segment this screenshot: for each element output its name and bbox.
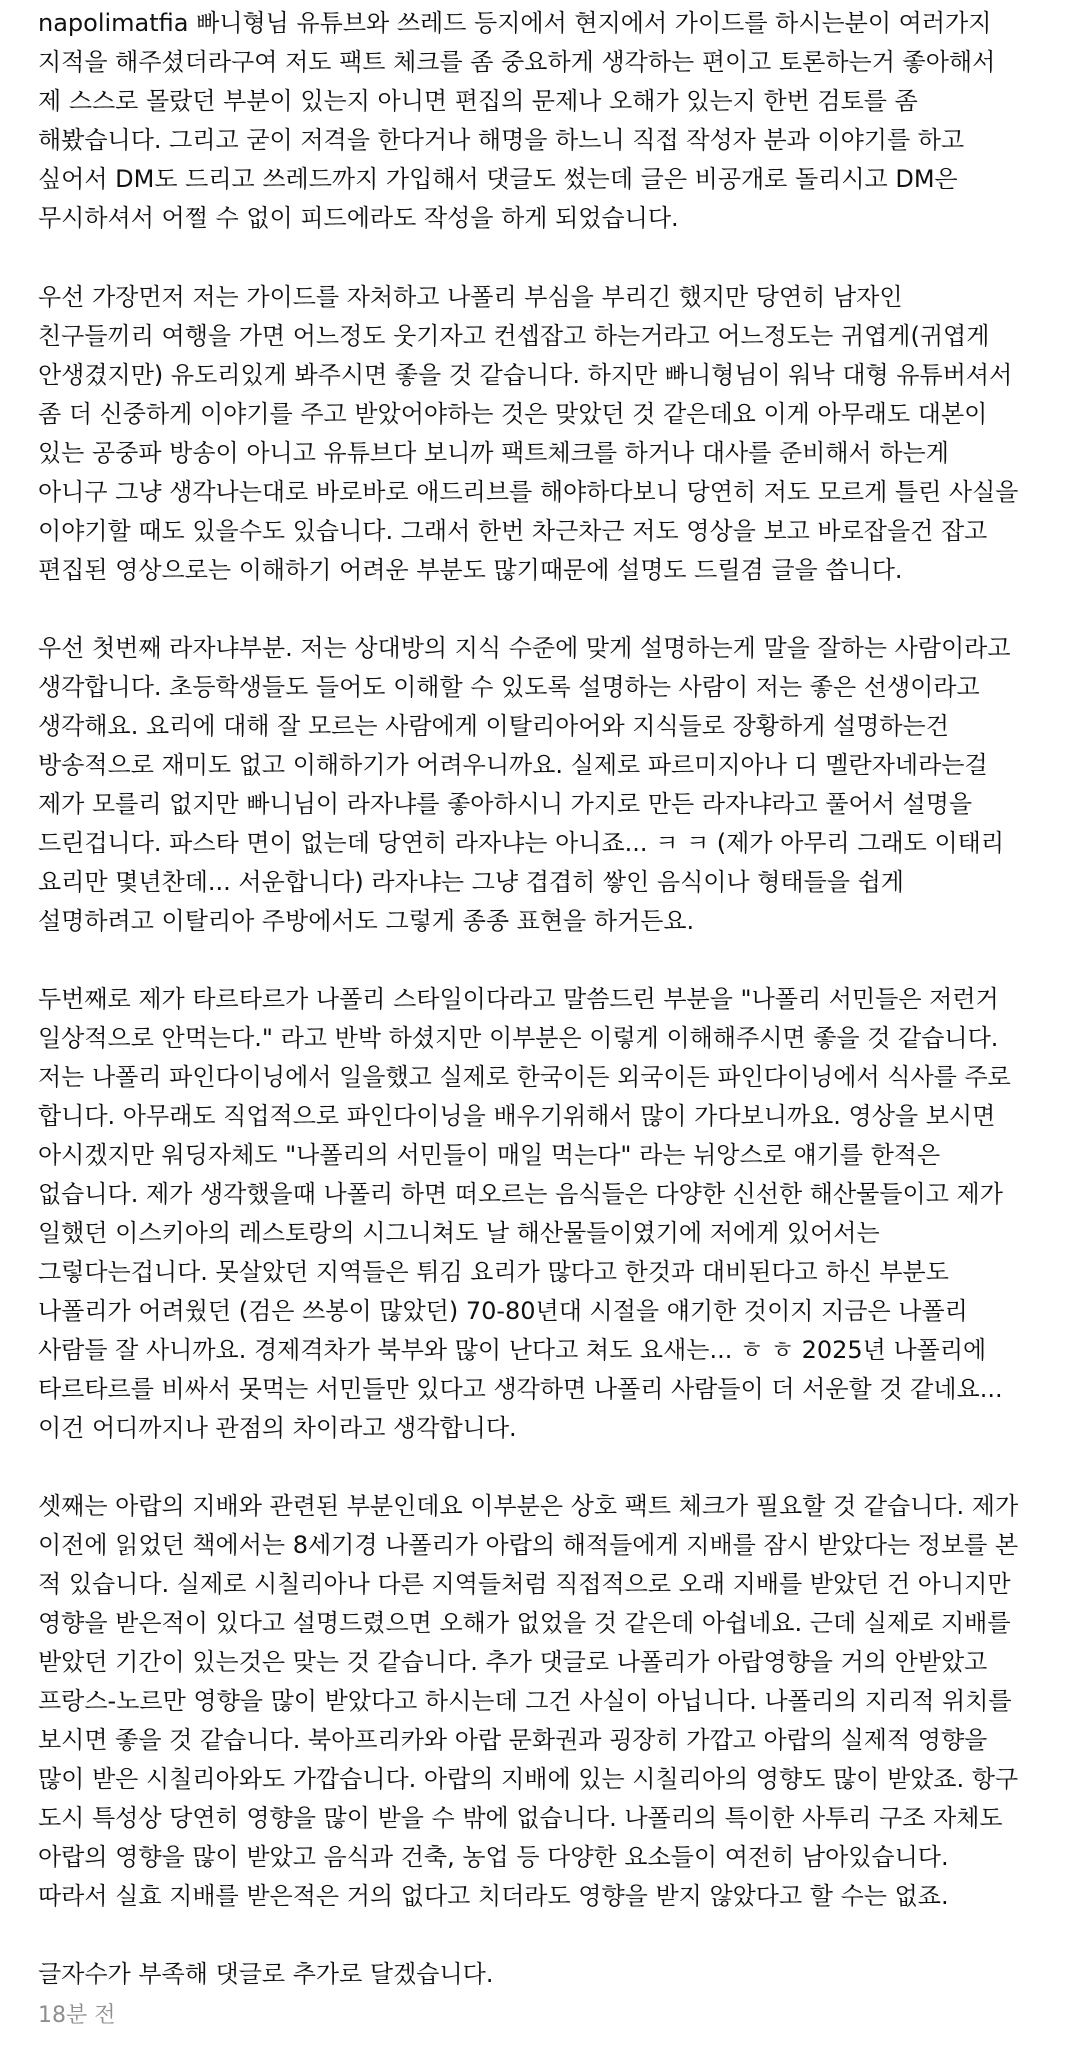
text-line: 적 있습니다. 실제로 시칠리아나 다른 지역들처럼 직접적으로 오래 지배를 받았던 건 아니지만 [38, 1570, 1011, 1598]
text-line: 일상적으로 안먹는다." 라고 반박 하셨지만 이부분은 이렇게 이해해주시면 좋을 것 같습니다. [38, 1024, 999, 1052]
text-line: 싶어서 DM도 드리고 쓰레드까지 가입해서 댓글도 썼는데 글은 비공개로 돌리시고 DM은 [38, 165, 958, 193]
text-line: 없습니다. 제가 생각했을때 나폴리 하면 떠오르는 음식들은 다양한 신선한 해산물들이고 제가 [38, 1180, 1003, 1208]
text-line: 무시하셔서 어쩔 수 없이 피드에라도 작성을 하게 되었습니다. [38, 204, 679, 232]
text-line: 두번째로 제가 타르타르가 나폴리 스타일이다라고 말씀드린 부분을 "나폴리 서민들은 저런거 [38, 985, 999, 1013]
paragraph-intro [38, 4, 1068, 238]
text-line: 이야기할 때도 있을수도 있습니다. 그래서 한번 차근차근 저도 영상을 보고 바로잡을건 잡고 [38, 517, 988, 545]
paragraph-tartare [38, 980, 1068, 1448]
text-line: 받았던 기간이 있는것은 맞는 것 같습니다. 추가 댓글로 나폴리가 아랍영향을 거의 안받았고 [38, 1648, 988, 1676]
text-line: 있는 공중파 방송이 아니고 유튜브다 보니까 팩트체크를 하거나 대사를 준비해서 하는게 [38, 439, 949, 467]
text-line: 편집된 영상으로는 이해하기 어려운 부분도 많기때문에 설명도 드릴겸 글을 씁니다. [38, 556, 903, 584]
text-line: 방송적으로 재미도 없고 이해하기가 어려우니까요. 실제로 파르미지아나 디 멜란자네라는걸 [38, 751, 988, 779]
paragraph-guide [38, 278, 1068, 590]
text-line: 나폴리가 어려웠던 (검은 쓰봉이 많았던) 70-80년대 시절을 얘기한 것이지 지금은 나폴리 [38, 1297, 968, 1325]
text-line: 제가 모를리 없지만 빠니님이 라자냐를 좋아하시니 가지로 만든 라자냐라고 풀어서 설명을 [38, 790, 973, 818]
text-line: 저는 나폴리 파인다이닝에서 일을했고 실제로 한국이든 외국이든 파인다이닝에서 식사를 주로 [38, 1063, 1011, 1091]
text-line: 영향을 받은적이 있다고 설명드렸으면 오해가 없었을 것 같은데 아쉽네요. 근데 실제로 지배를 [38, 1609, 1011, 1637]
text-line: 설명하려고 이탈리아 주방에서도 그렇게 종종 표현을 하거든요. [38, 907, 695, 935]
text-line: 제 스스로 몰랐던 부분이 있는지 아니면 편집의 문제나 오해가 있는지 한번 검토를 좀 [38, 87, 918, 115]
text-line: 지적을 해주셨더라구여 저도 팩트 체크를 좀 중요하게 생각하는 편이고 토론하는거 좋아해서 [38, 48, 996, 76]
paragraph-arab-rule [38, 1487, 1068, 1916]
text-line: 해봤습니다. 그리고 굳이 저격을 한다거나 해명을 하느니 직접 작성자 분과 이야기를 하고 [38, 126, 965, 154]
text-line: 아시겠지만 워딩자체도 "나폴리의 서민들이 매일 먹는다" 라는 뉘앙스로 얘기를 한적은 [38, 1141, 941, 1169]
text-line: 프랑스-노르만 영향을 많이 받았다고 하시는데 그건 사실이 아닙니다. 나폴리의 지리적 위치를 [38, 1687, 1012, 1715]
text-line: 안생겼지만) 유도리있게 봐주시면 좋을 것 같습니다. 하지만 빠니형님이 워낙 대형 유튜버셔서 [38, 361, 1013, 389]
text-line: 따라서 실효 지배를 받은적은 거의 없다고 치더라도 영향을 받지 않았다고 할 수는 없죠. [38, 1882, 949, 1910]
text-line: 이전에 읽었던 책에서는 8세기경 나폴리가 아랍의 해적들에게 지배를 잠시 받았다는 정보를 본 [38, 1531, 1019, 1559]
paragraph-closing [38, 1955, 1068, 1994]
text-line: 드린겁니다. 파스타 면이 없는데 당연히 라자냐는 아니죠... ㅋ ㅋ (제가 아무리 그래도 이태리 [38, 829, 1005, 857]
text-line: 우선 가장먼저 저는 가이드를 자처하고 나폴리 부심을 부리긴 했지만 당연히 남자인 [38, 283, 903, 311]
text-line: 도시 특성상 당연히 영향을 많이 받을 수 밖에 없습니다. 나폴리의 특이한 사투리 구조 자체도 [38, 1804, 1003, 1832]
text-line: 글자수가 부족해 댓글로 추가로 달겠습니다. [38, 1960, 494, 1988]
username-link[interactable]: napolimatfia [38, 9, 189, 37]
first-line [38, 4, 1068, 43]
text-line: 그렇다는겁니다. 못살았던 지역들은 튀김 요리가 많다고 한것과 대비된다고 하신 부분도 [38, 1258, 949, 1286]
text-line: 많이 받은 시칠리아와도 가깝습니다. 아랍의 지배에 있는 시칠리아의 영향도 많이 받았죠. 항구 [38, 1765, 1019, 1793]
text-line: 아니구 그냥 생각나는대로 바로바로 애드리브를 해야하다보니 당연히 저도 모르게 틀린 사실을 [38, 478, 1019, 506]
text-line: 생각합니다. 초등학생들도 들어도 이해할 수 있도록 설명하는 사람이 저는 좋은 선생이라고 [38, 673, 980, 701]
text-line: 생각해요. 요리에 대해 잘 모르는 사람에게 이탈리아어와 지식들로 장황하게 설명하는건 [38, 712, 949, 740]
text-line: 요리만 몇년찬데... 서운합니다) 라자냐는 그냥 겹겹히 쌓인 음식이나 형태들을 쉽게 [38, 868, 904, 896]
text-line: 보시면 좋을 것 같습니다. 북아프리카와 아랍 문화권과 굉장히 가깝고 아랍의 실제적 영향을 [38, 1726, 988, 1754]
text-line: 사람들 잘 사니까요. 경제격차가 북부와 많이 난다고 쳐도 요새는... ㅎ ㅎ 2025년 나폴리에 [38, 1336, 987, 1364]
text-line: 이건 어디까지나 관점의 차이라고 생각합니다. [38, 1414, 517, 1442]
text-line: 좀 더 신중하게 이야기를 주고 받았어야하는 것은 맞았던 것 같은데요 이게 아무래도 대본이 [38, 400, 988, 428]
text-line: 타르타르를 비싸서 못먹는 서민들만 있다고 생각하면 나폴리 사람들이 더 서운할 것 같네요... [38, 1375, 1003, 1403]
text-line: 셋째는 아랍의 지배와 관련된 부분인데요 이부분은 상호 팩트 체크가 필요할 것 같습니다. 제가 [38, 1492, 1019, 1520]
text-line: 우선 첫번째 라자냐부분. 저는 상대방의 지식 수준에 맞게 설명하는게 말을 잘하는 사람이라고 [38, 634, 1011, 662]
text-line: 친구들끼리 여행을 가면 어느정도 웃기자고 컨셉잡고 하는거라고 어느정도는 귀엽게(귀엽게 [38, 322, 990, 350]
text-line: 일했던 이스키아의 레스토랑의 시그니쳐도 날 해산물들이였기에 저에게 있어서는 [38, 1219, 880, 1247]
post-timestamp: 18분 전 [38, 2003, 116, 2028]
post-body [38, 4, 1068, 2033]
paragraph-lasagna [38, 629, 1068, 941]
text-line: 합니다. 아무래도 직업적으로 파인다이닝을 배우기위해서 많이 가다보니까요. 영상을 보시면 [38, 1102, 996, 1130]
text-line: 빠니형님 유튜브와 쓰레드 등지에서 현지에서 가이드를 하시는분이 여러가지 [188, 9, 992, 37]
text-line: 아랍의 영향을 많이 받았고 음식과 건축, 농업 등 다양한 요소들이 여전히 남아있습니다. [38, 1843, 949, 1871]
